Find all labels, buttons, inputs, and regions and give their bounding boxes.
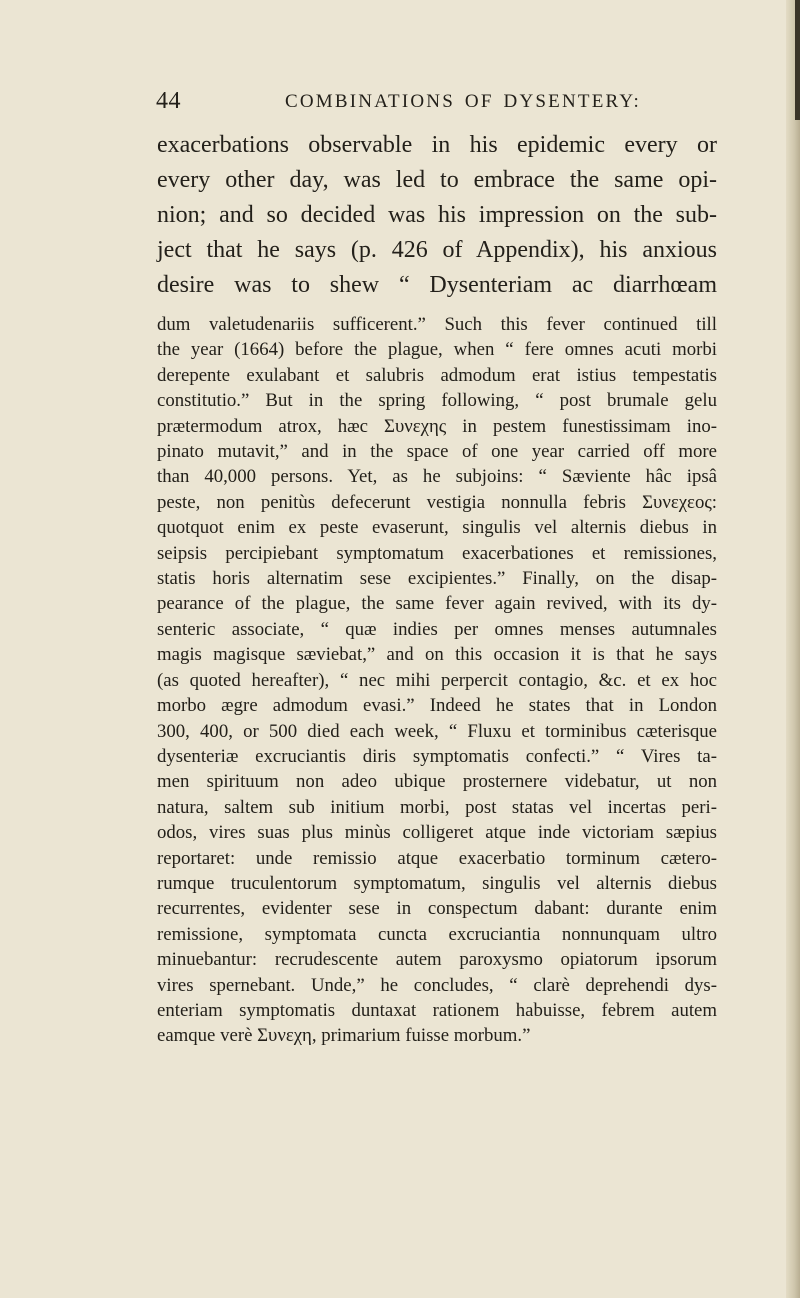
- body-line: remissione, symptomata cuncta excruciantia nonnunquam ultro: [157, 923, 717, 945]
- lead-paragraph: [157, 128, 717, 303]
- body-line: 300, 400, or 500 died each week, “ Fluxu et torminibus cæterisque: [157, 720, 717, 742]
- body-line: dysenteriæ excruciantis diris symptomatis confecti.” “ Vires ta-: [157, 745, 717, 767]
- body-line: men spirituum non adeo ubique prosternere videbatur, ut non: [157, 771, 717, 793]
- binding-mark: [795, 0, 800, 120]
- body-line: eamque verè Συνεχη, primarium fuisse morbum.”: [157, 1025, 531, 1047]
- body-line: seipsis percipiebant symptomatum exacerbationes et remissiones,: [157, 542, 717, 564]
- body-line: vires spernebant. Unde,” he concludes, “ clarè deprehendi dys-: [157, 974, 717, 996]
- body-line: odos, vires suas plus minùs colligeret atque inde victoriam sæpius: [157, 822, 717, 844]
- page-header: [156, 88, 716, 118]
- body-line: natura, saltem sub initium morbi, post statas vel incertas peri-: [157, 796, 717, 818]
- body-line: pearance of the plague, the same fever again revived, with its dy-: [157, 593, 717, 615]
- body-line: quotquot enim ex peste evaserunt, singulis vel alternis diebus in: [157, 517, 717, 539]
- body-line: recurrentes, evidenter sese in conspectum dabant: durante enim: [157, 898, 717, 920]
- lead-line: ject that he says (p. 426 of Appendix), his anxious: [157, 237, 717, 263]
- lead-line: exacerbations observable in his epidemic every or: [157, 132, 717, 158]
- body-line: dum valetudenariis sufficerent.” Such this fever continued till: [157, 314, 717, 335]
- body-line: morbo ægre admodum evasi.” Indeed he states that in London: [157, 695, 717, 717]
- body-line: magis magisque sæviebat,” and on this occasion it is that he says: [157, 644, 717, 666]
- body-line: derepente exulabant et salubris admodum erat istius tempestatis: [157, 364, 717, 386]
- body-line: rumque truculentorum symptomatum, singulis vel alternis diebus: [157, 872, 717, 894]
- body-line: statis horis alternatim sese excipientes.” Finally, on the disap-: [157, 568, 717, 590]
- body-line: the year (1664) before the plague, when “ fere omnes acuti morbi: [157, 339, 717, 361]
- body-line: peste, non penitùs defecerunt vestigia nonnulla febris Συνεχεος:: [157, 491, 717, 513]
- body-line: minuebantur: recrudescente autem paroxysmo opiatorum ipsorum: [157, 949, 717, 971]
- running-head: COMBINATIONS OF DYSENTERY:: [285, 91, 641, 112]
- lead-line: nion; and so decided was his impression on the sub-: [157, 202, 717, 228]
- body-line: prætermodum atrox, hæc Συνεχης in pestem funestissimam ino-: [157, 415, 717, 437]
- quoted-passage: [157, 312, 717, 1049]
- lead-line: desire was to shew “ Dysenteriam ac diarrhœam: [157, 272, 717, 298]
- body-line: pinato mutavit,” and in the space of one year carried off more: [157, 441, 717, 463]
- body-line: constitutio.” But in the spring following, “ post brumale gelu: [157, 390, 717, 412]
- body-line: (as quoted hereafter), “ nec mihi perpercit contagio, &c. et ex hoc: [157, 669, 717, 691]
- body-line: than 40,000 persons. Yet, as he subjoins: “ Sæviente hâc ipsâ: [157, 466, 717, 488]
- body-line: senteric associate, “ quæ indies per omnes menses autumnales: [157, 618, 717, 640]
- body-line: reportaret: unde remissio atque exacerbatio torminum cætero-: [157, 847, 717, 869]
- lead-line: every other day, was led to embrace the same opi-: [157, 167, 717, 193]
- page-number: 44: [156, 88, 181, 114]
- page-edge-shadow: [786, 0, 800, 1298]
- body-line: enteriam symptomatis duntaxat rationem habuisse, febrem autem: [157, 999, 717, 1021]
